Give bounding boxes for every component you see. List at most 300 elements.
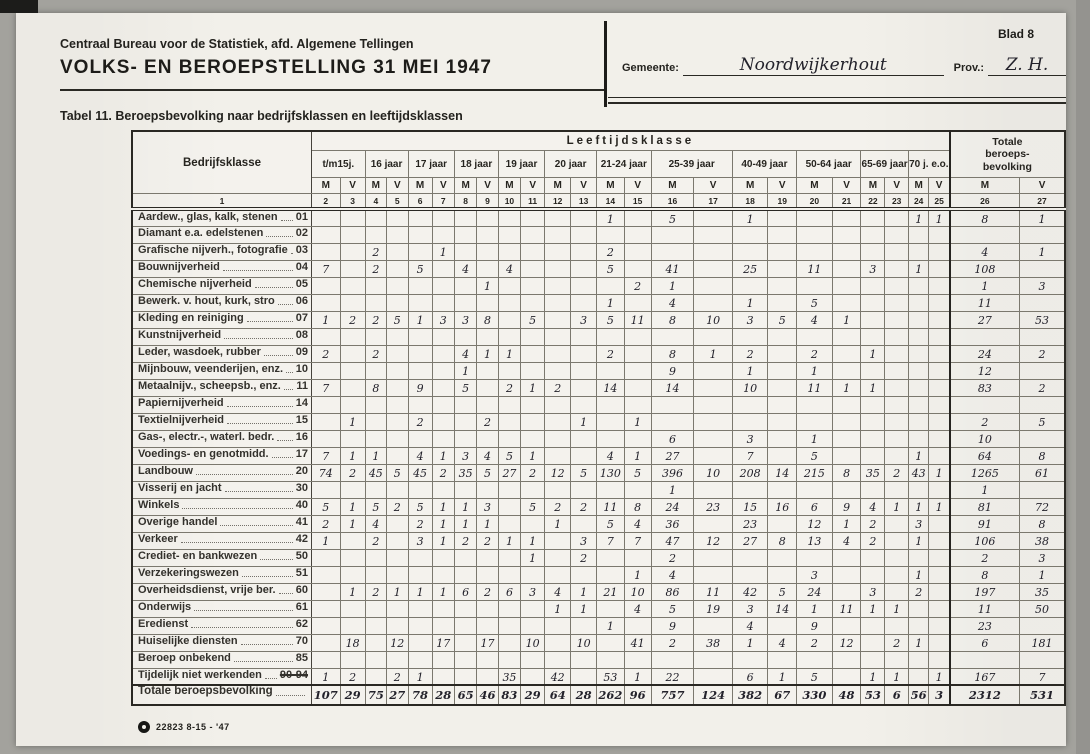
data-cell: [521, 549, 545, 566]
data-cell: [387, 379, 408, 396]
data-cell: [571, 515, 597, 532]
data-cell: [768, 311, 797, 328]
data-cell: [885, 243, 908, 260]
data-cell: [651, 226, 694, 243]
handwritten-value: 3: [746, 314, 754, 327]
row-code: 85: [295, 652, 309, 664]
mv-header: M: [545, 178, 571, 194]
handwritten-value: 2: [869, 518, 877, 531]
data-cell: [312, 294, 341, 311]
data-cell: [768, 226, 797, 243]
data-cell: [832, 481, 861, 498]
table-row: [132, 617, 1065, 634]
row-label-flex: [133, 313, 311, 326]
data-cell: [885, 464, 908, 481]
prov-label: Prov.:: [953, 62, 984, 74]
data-cell: [1020, 498, 1065, 515]
data-cell: [597, 209, 625, 226]
data-cell: [477, 549, 498, 566]
data-cell: [477, 362, 498, 379]
data-cell: [312, 515, 341, 532]
data-cell: [768, 600, 797, 617]
data-cell: [387, 515, 408, 532]
mv-header: M: [312, 178, 341, 194]
data-cell: [312, 532, 341, 549]
handwritten-total: 28: [575, 688, 592, 702]
data-cell: [365, 294, 386, 311]
col-number: 4: [365, 194, 386, 210]
data-cell: [521, 651, 545, 668]
data-cell: [651, 566, 694, 583]
data-cell: [861, 617, 885, 634]
row-label: Diamant e.a. edelstenen: [138, 227, 264, 239]
total-cell: [885, 685, 908, 705]
row-label: Overheidsdienst, vrije ber.: [138, 584, 276, 596]
data-cell: [432, 413, 454, 430]
handwritten-value: 1: [462, 501, 470, 514]
handwritten-value: 10: [743, 382, 758, 395]
data-cell: [498, 668, 520, 685]
row-label: Visserij en jacht: [138, 482, 222, 494]
handwritten-value: 1: [529, 535, 537, 548]
handwritten-value: 1: [810, 603, 818, 616]
col-number: 10: [498, 194, 520, 210]
handwritten-value: 1: [529, 552, 537, 565]
data-cell: [498, 413, 520, 430]
handwritten-value: 2: [869, 535, 877, 548]
page-title: VOLKS- EN BEROEPSTELLING 31 MEI 1947: [60, 57, 492, 78]
age-group-header: t/m15j.: [312, 151, 366, 178]
handwritten-value: 6: [746, 670, 754, 684]
col-number: 15: [624, 194, 651, 210]
scan-edge-artifact: [1076, 0, 1090, 754]
row-label-flex: [133, 500, 311, 513]
data-cell: [454, 226, 476, 243]
data-cell: [929, 481, 950, 498]
data-cell: [624, 532, 651, 549]
data-cell: [387, 209, 408, 226]
data-cell: [498, 498, 520, 515]
data-cell: [408, 600, 432, 617]
handwritten-value: 5: [393, 314, 401, 327]
data-cell: [597, 362, 625, 379]
handwritten-value: 11: [977, 297, 992, 310]
handwritten-value: 2: [372, 263, 380, 276]
data-cell: [732, 328, 768, 345]
data-cell: [768, 362, 797, 379]
handwritten-value: 1: [606, 620, 614, 633]
scan-corner-artifact: [0, 0, 38, 13]
row-label-cell: [132, 651, 312, 668]
data-cell: [454, 447, 476, 464]
data-cell: [432, 345, 454, 362]
data-cell: [408, 362, 432, 379]
data-cell: [432, 515, 454, 532]
handwritten-value: 5: [393, 467, 401, 480]
data-cell: [408, 430, 432, 447]
data-cell: [477, 566, 498, 583]
handwritten-total: 6: [892, 688, 901, 702]
data-cell: [545, 515, 571, 532]
mv-header: M: [950, 178, 1020, 194]
handwritten-value: 5: [416, 263, 424, 276]
handwritten-value: 1: [322, 535, 330, 548]
data-cell: [521, 583, 545, 600]
data-cell: [432, 311, 454, 328]
mv-header: M: [454, 178, 476, 194]
data-cell: [624, 243, 651, 260]
data-cell: [797, 362, 833, 379]
table-row: [132, 651, 1065, 668]
handwritten-value: 1: [439, 501, 447, 514]
data-cell: [929, 209, 950, 226]
data-cell: [521, 328, 545, 345]
data-cell: [861, 345, 885, 362]
data-cell: [521, 311, 545, 328]
data-cell: [861, 430, 885, 447]
handwritten-value: 4: [668, 297, 676, 310]
data-cell: [861, 413, 885, 430]
data-cell: [408, 328, 432, 345]
row-label: Huiselijke diensten: [138, 635, 238, 647]
data-cell: [365, 447, 386, 464]
row-code: 01: [295, 210, 309, 223]
data-cell: [432, 668, 454, 685]
data-cell: [477, 413, 498, 430]
data-cell: [797, 481, 833, 498]
data-cell: [365, 226, 386, 243]
data-cell: [340, 566, 365, 583]
handwritten-value: 1265: [970, 467, 999, 480]
data-cell: [365, 651, 386, 668]
data-cell: [885, 634, 908, 651]
handwritten-value: 1: [349, 518, 357, 531]
data-cell: [950, 532, 1020, 549]
data-cell: [571, 464, 597, 481]
row-label-flex: [133, 551, 311, 564]
data-cell: [340, 226, 365, 243]
handwritten-value: 1: [349, 501, 357, 514]
handwritten-value: 1: [606, 297, 614, 310]
label-leader-dots: [220, 525, 292, 526]
data-cell: [694, 634, 732, 651]
data-cell: [768, 260, 797, 277]
data-cell: [312, 498, 341, 515]
label-leader-dots: [227, 406, 293, 407]
data-cell: [477, 515, 498, 532]
table-row: [132, 668, 1065, 685]
table-row: [132, 277, 1065, 294]
row-code: 41: [295, 516, 309, 528]
handwritten-value: 197: [974, 586, 996, 599]
data-cell: [832, 277, 861, 294]
mv-header: V: [477, 178, 498, 194]
data-cell: [432, 396, 454, 413]
data-cell: [408, 277, 432, 294]
total-cell: [861, 685, 885, 705]
handwritten-value: 15: [743, 501, 758, 514]
handwritten-value: 4: [668, 569, 676, 582]
data-cell: [768, 328, 797, 345]
data-cell: [651, 328, 694, 345]
row-label-cell: [132, 413, 312, 430]
total-cell: [408, 685, 432, 705]
handwritten-total: 56: [910, 688, 927, 702]
mv-header: V: [340, 178, 365, 194]
handwritten-value: 1: [915, 501, 923, 514]
age-group-header: 70 j. e.o.: [908, 151, 949, 178]
data-cell: [571, 294, 597, 311]
handwritten-value: 3: [1038, 552, 1046, 565]
handwritten-value: 1: [529, 382, 537, 395]
row-label: Verkeer: [138, 533, 178, 545]
data-cell: [387, 498, 408, 515]
data-cell: [387, 447, 408, 464]
data-cell: [694, 481, 732, 498]
row-label: Kunstnijverheid: [138, 329, 222, 341]
data-cell: [408, 396, 432, 413]
data-cell: [312, 277, 341, 294]
data-cell: [545, 294, 571, 311]
label-leader-dots: [194, 610, 293, 611]
data-cell: [908, 651, 929, 668]
data-cell: [521, 634, 545, 651]
data-cell: [365, 430, 386, 447]
data-cell: [694, 651, 732, 668]
data-cell: [597, 668, 625, 685]
data-cell: [408, 583, 432, 600]
data-cell: [521, 498, 545, 515]
data-cell: [408, 464, 432, 481]
handwritten-value: 2: [416, 416, 424, 429]
data-cell: [340, 243, 365, 260]
data-cell: [624, 311, 651, 328]
data-cell: [694, 549, 732, 566]
data-cell: [312, 481, 341, 498]
handwritten-value: 3: [416, 535, 424, 548]
col-number: 20: [797, 194, 833, 210]
handwritten-value: 45: [413, 467, 428, 480]
data-cell: [521, 362, 545, 379]
label-leader-dots: [266, 236, 292, 237]
handwritten-value: 1: [505, 348, 513, 361]
data-cell: [797, 328, 833, 345]
data-cell: [597, 379, 625, 396]
data-cell: [929, 651, 950, 668]
handwritten-value: 1: [416, 586, 424, 599]
handwritten-value: 1: [349, 416, 357, 429]
row-code: 40: [295, 499, 309, 511]
row-label: Textielnijverheid: [138, 414, 224, 426]
col-number: 27: [1020, 194, 1065, 210]
handwritten-value: 3: [580, 314, 588, 327]
handwritten-total: 330: [802, 688, 827, 702]
data-cell: [694, 311, 732, 328]
data-cell: [797, 532, 833, 549]
data-cell: [597, 498, 625, 515]
label-leader-dots: [281, 220, 293, 221]
data-cell: [521, 668, 545, 685]
data-cell: [597, 345, 625, 362]
table-row: [132, 243, 1065, 260]
data-cell: [387, 430, 408, 447]
data-cell: [545, 498, 571, 515]
gemeente-row: [622, 57, 1066, 76]
handwritten-value: 2: [606, 246, 614, 259]
data-cell: [797, 243, 833, 260]
data-cell: [908, 294, 929, 311]
data-cell: [340, 379, 365, 396]
data-cell: [929, 668, 950, 685]
total-cell: [387, 685, 408, 705]
data-cell: [454, 260, 476, 277]
data-cell: [545, 209, 571, 226]
data-cell: [768, 515, 797, 532]
data-cell: [908, 549, 929, 566]
handwritten-value: 1: [746, 365, 754, 378]
stamp: [138, 721, 230, 733]
data-cell: [1020, 668, 1065, 685]
data-cell: [597, 464, 625, 481]
row-code: 61: [295, 601, 309, 613]
row-label-cell: [132, 634, 312, 651]
handwritten-value: 2: [322, 348, 330, 361]
row-label-cell: [132, 294, 312, 311]
data-cell: [861, 362, 885, 379]
data-cell: [732, 464, 768, 481]
data-cell: [861, 583, 885, 600]
data-cell: [454, 515, 476, 532]
data-cell: [768, 396, 797, 413]
data-cell: [832, 260, 861, 277]
handwritten-value: 181: [1031, 637, 1053, 650]
table-row: [132, 447, 1065, 464]
data-cell: [732, 668, 768, 685]
handwritten-value: 2: [668, 637, 676, 650]
mv-header: M: [797, 178, 833, 194]
row-label-flex: [133, 432, 311, 445]
handwritten-value: 1: [893, 501, 901, 514]
data-cell: [908, 634, 929, 651]
table-row: [132, 430, 1065, 447]
data-cell: [624, 668, 651, 685]
data-cell: [651, 260, 694, 277]
row-label-flex: [133, 449, 311, 462]
label-leader-dots: [264, 355, 293, 356]
handwritten-value: 2: [606, 348, 614, 361]
data-cell: [797, 583, 833, 600]
data-cell: [950, 413, 1020, 430]
handwritten-total: 46: [479, 688, 496, 702]
data-cell: [340, 481, 365, 498]
handwritten-value: 23: [743, 518, 758, 531]
handwritten-total: 53: [864, 688, 881, 702]
data-cell: [929, 566, 950, 583]
data-cell: [365, 379, 386, 396]
row-label-cell: [132, 583, 312, 600]
handwritten-value: 2: [915, 586, 923, 599]
data-cell: [408, 651, 432, 668]
handwritten-value: 9: [668, 365, 676, 378]
handwritten-value: 7: [322, 382, 330, 395]
handwritten-value: 1: [935, 212, 943, 226]
data-cell: [950, 549, 1020, 566]
handwritten-value: 1: [634, 416, 642, 429]
data-cell: [387, 328, 408, 345]
mv-header: V: [768, 178, 797, 194]
data-cell: [340, 413, 365, 430]
handwritten-value: 1: [393, 586, 401, 599]
blad-label: Blad 8: [997, 27, 1034, 41]
data-cell: [597, 226, 625, 243]
totals-header: Totale beroeps-bevolking: [950, 131, 1065, 178]
data-cell: [545, 379, 571, 396]
handwritten-value: 7: [634, 535, 642, 548]
data-cell: [861, 549, 885, 566]
handwritten-value: 1: [915, 450, 923, 463]
data-cell: [597, 396, 625, 413]
data-cell: [797, 413, 833, 430]
label-leader-dots: [181, 542, 293, 543]
handwritten-value: 5: [634, 467, 642, 480]
data-cell: [454, 481, 476, 498]
data-cell: [929, 379, 950, 396]
data-cell: [832, 464, 861, 481]
data-cell: [732, 243, 768, 260]
data-cell: [498, 294, 520, 311]
handwritten-value: 2: [554, 501, 562, 514]
data-cell: [454, 532, 476, 549]
row-label: Totale beroepsbevolking: [138, 685, 273, 697]
data-cell: [885, 583, 908, 600]
handwritten-value: 167: [974, 670, 996, 684]
data-cell: [521, 294, 545, 311]
data-cell: [694, 294, 732, 311]
data-cell: [929, 328, 950, 345]
handwritten-value: 41: [665, 263, 680, 276]
data-cell: [477, 464, 498, 481]
data-cell: [694, 515, 732, 532]
data-cell: [432, 447, 454, 464]
total-cell: [694, 685, 732, 705]
handwritten-value: 1: [322, 670, 330, 684]
title-underline: [60, 89, 604, 91]
data-cell: [797, 294, 833, 311]
data-cell: [651, 617, 694, 634]
handwritten-value: 23: [977, 620, 992, 633]
handwritten-value: 8: [1038, 518, 1046, 531]
data-cell: [340, 464, 365, 481]
data-cell: [365, 345, 386, 362]
handwritten-value: 22: [665, 670, 680, 684]
handwritten-value: 11: [630, 314, 645, 327]
data-cell: [408, 549, 432, 566]
handwritten-value: 2: [349, 670, 357, 684]
data-cell: [694, 566, 732, 583]
row-code: 05: [295, 278, 309, 290]
data-cell: [908, 447, 929, 464]
data-cell: [885, 277, 908, 294]
data-cell: [861, 532, 885, 549]
data-cell: [312, 413, 341, 430]
data-cell: [797, 209, 833, 226]
data-cell: [498, 226, 520, 243]
handwritten-value: 1: [935, 467, 943, 480]
table-row: [132, 566, 1065, 583]
row-label-flex: [133, 636, 311, 649]
data-cell: [950, 464, 1020, 481]
handwritten-value: 7: [1038, 670, 1046, 684]
